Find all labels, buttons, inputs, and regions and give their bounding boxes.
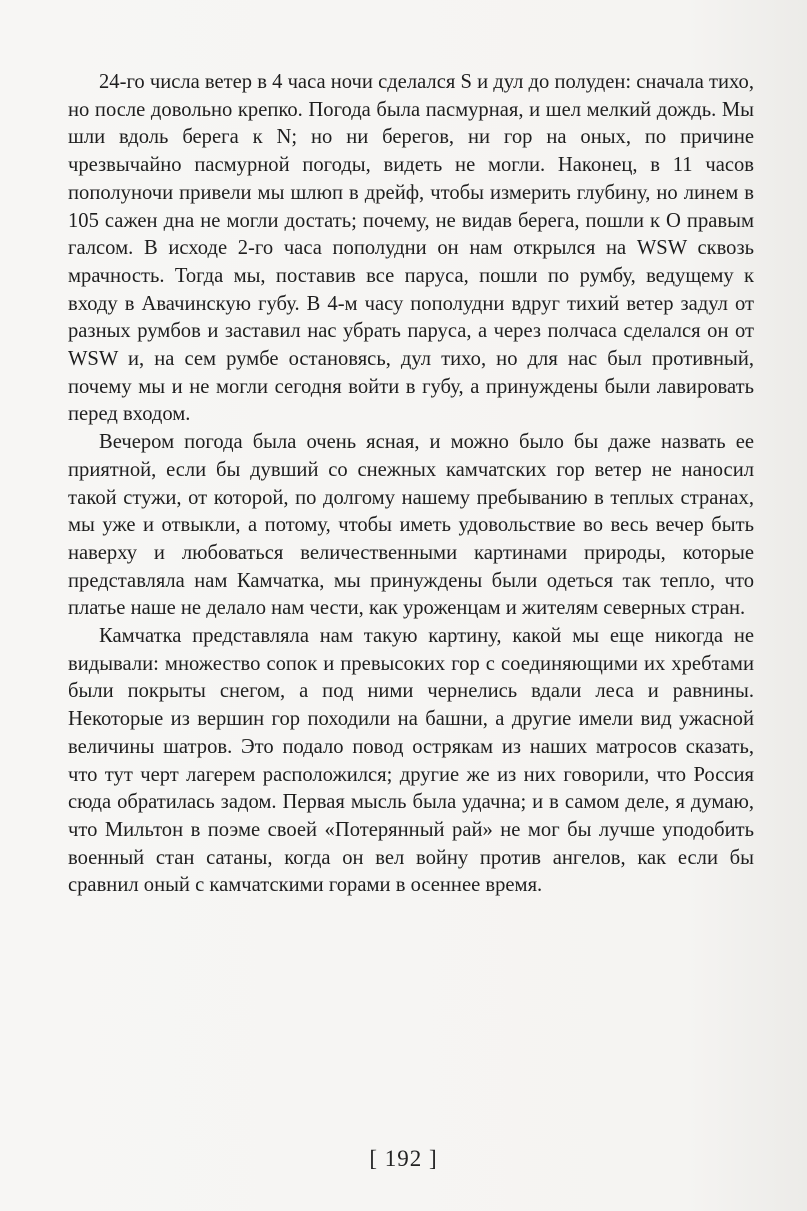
body-text <box>68 69 754 900</box>
paragraph-1: 24-го числа ветер в 4 часа ночи сделался S и дул до полуден: сначала тихо, но после довольно крепко. Погода была пасмурная, и шел мелкий дождь. Мы шли вдоль берега к N; но ни берегов, ни гор на оных, по причине чрезвычайно пасмурной погоды, видеть не могли. Наконец, в 11 часов пополуночи привели мы шлюп в дрейф, чтобы измерить глубину, но линем в 105 сажен дна не могли достать; почему, не видав берега, пошли к O правым галсом. В исходе 2-го часа пополудни он нам открылся на WSW сквозь мрачность. Тогда мы, поставив все паруса, пошли по румбу, ведущему к входу в Авачинскую губу. В 4-м часу пополудни вдруг тихий ветер задул от разных румбов и заставил нас убрать паруса, а через полчаса сделался он от WSW и, на сем румбе остановясь, дул тихо, но для нас был противный, почему мы и не могли сегодня войти в губу, а принуждены были лавировать перед входом. <box>68 71 754 426</box>
paragraph-3: Камчатка представляла нам такую картину, какой мы еще никогда не видывали: множество сопок и превысоких гор с соединяющими их хребтами были покрыты снегом, а под ними чернелись вдали леса и равнины. Некоторые из вершин гор походили на башни, а другие имели вид ужасной величины шатров. Это подало повод острякам из наших матросов сказать, что тут черт лагерем расположился; другие же из них говорили, что Россия сюда обратилась задом. Первая мысль была удачна; и в самом деле, я думаю, что Мильтон в поэме своей «Потерянный рай» не мог бы лучше уподобить военный стан сатаны, когда он вел войну против ангелов, как если бы сравнил оный с камчатскими горами в осеннее время. <box>68 625 754 897</box>
page-number: [ 192 ] <box>369 1146 438 1171</box>
paragraph-2: Вечером погода была очень ясная, и можно было бы даже назвать ее приятной, если бы дувший со снежных камчатских гор ветер не наносил такой стужи, от которой, по долгому нашему пребыванию в теплых странах, мы уже и отвыкли, а потому, чтобы иметь удовольствие во весь вечер быть наверху и любоваться величественными картинами природы, которые представляла нам Камчатка, мы принуждены были одеться так тепло, что платье наше не делало нам чести, как уроженцам и жителям северных стран. <box>68 431 754 620</box>
